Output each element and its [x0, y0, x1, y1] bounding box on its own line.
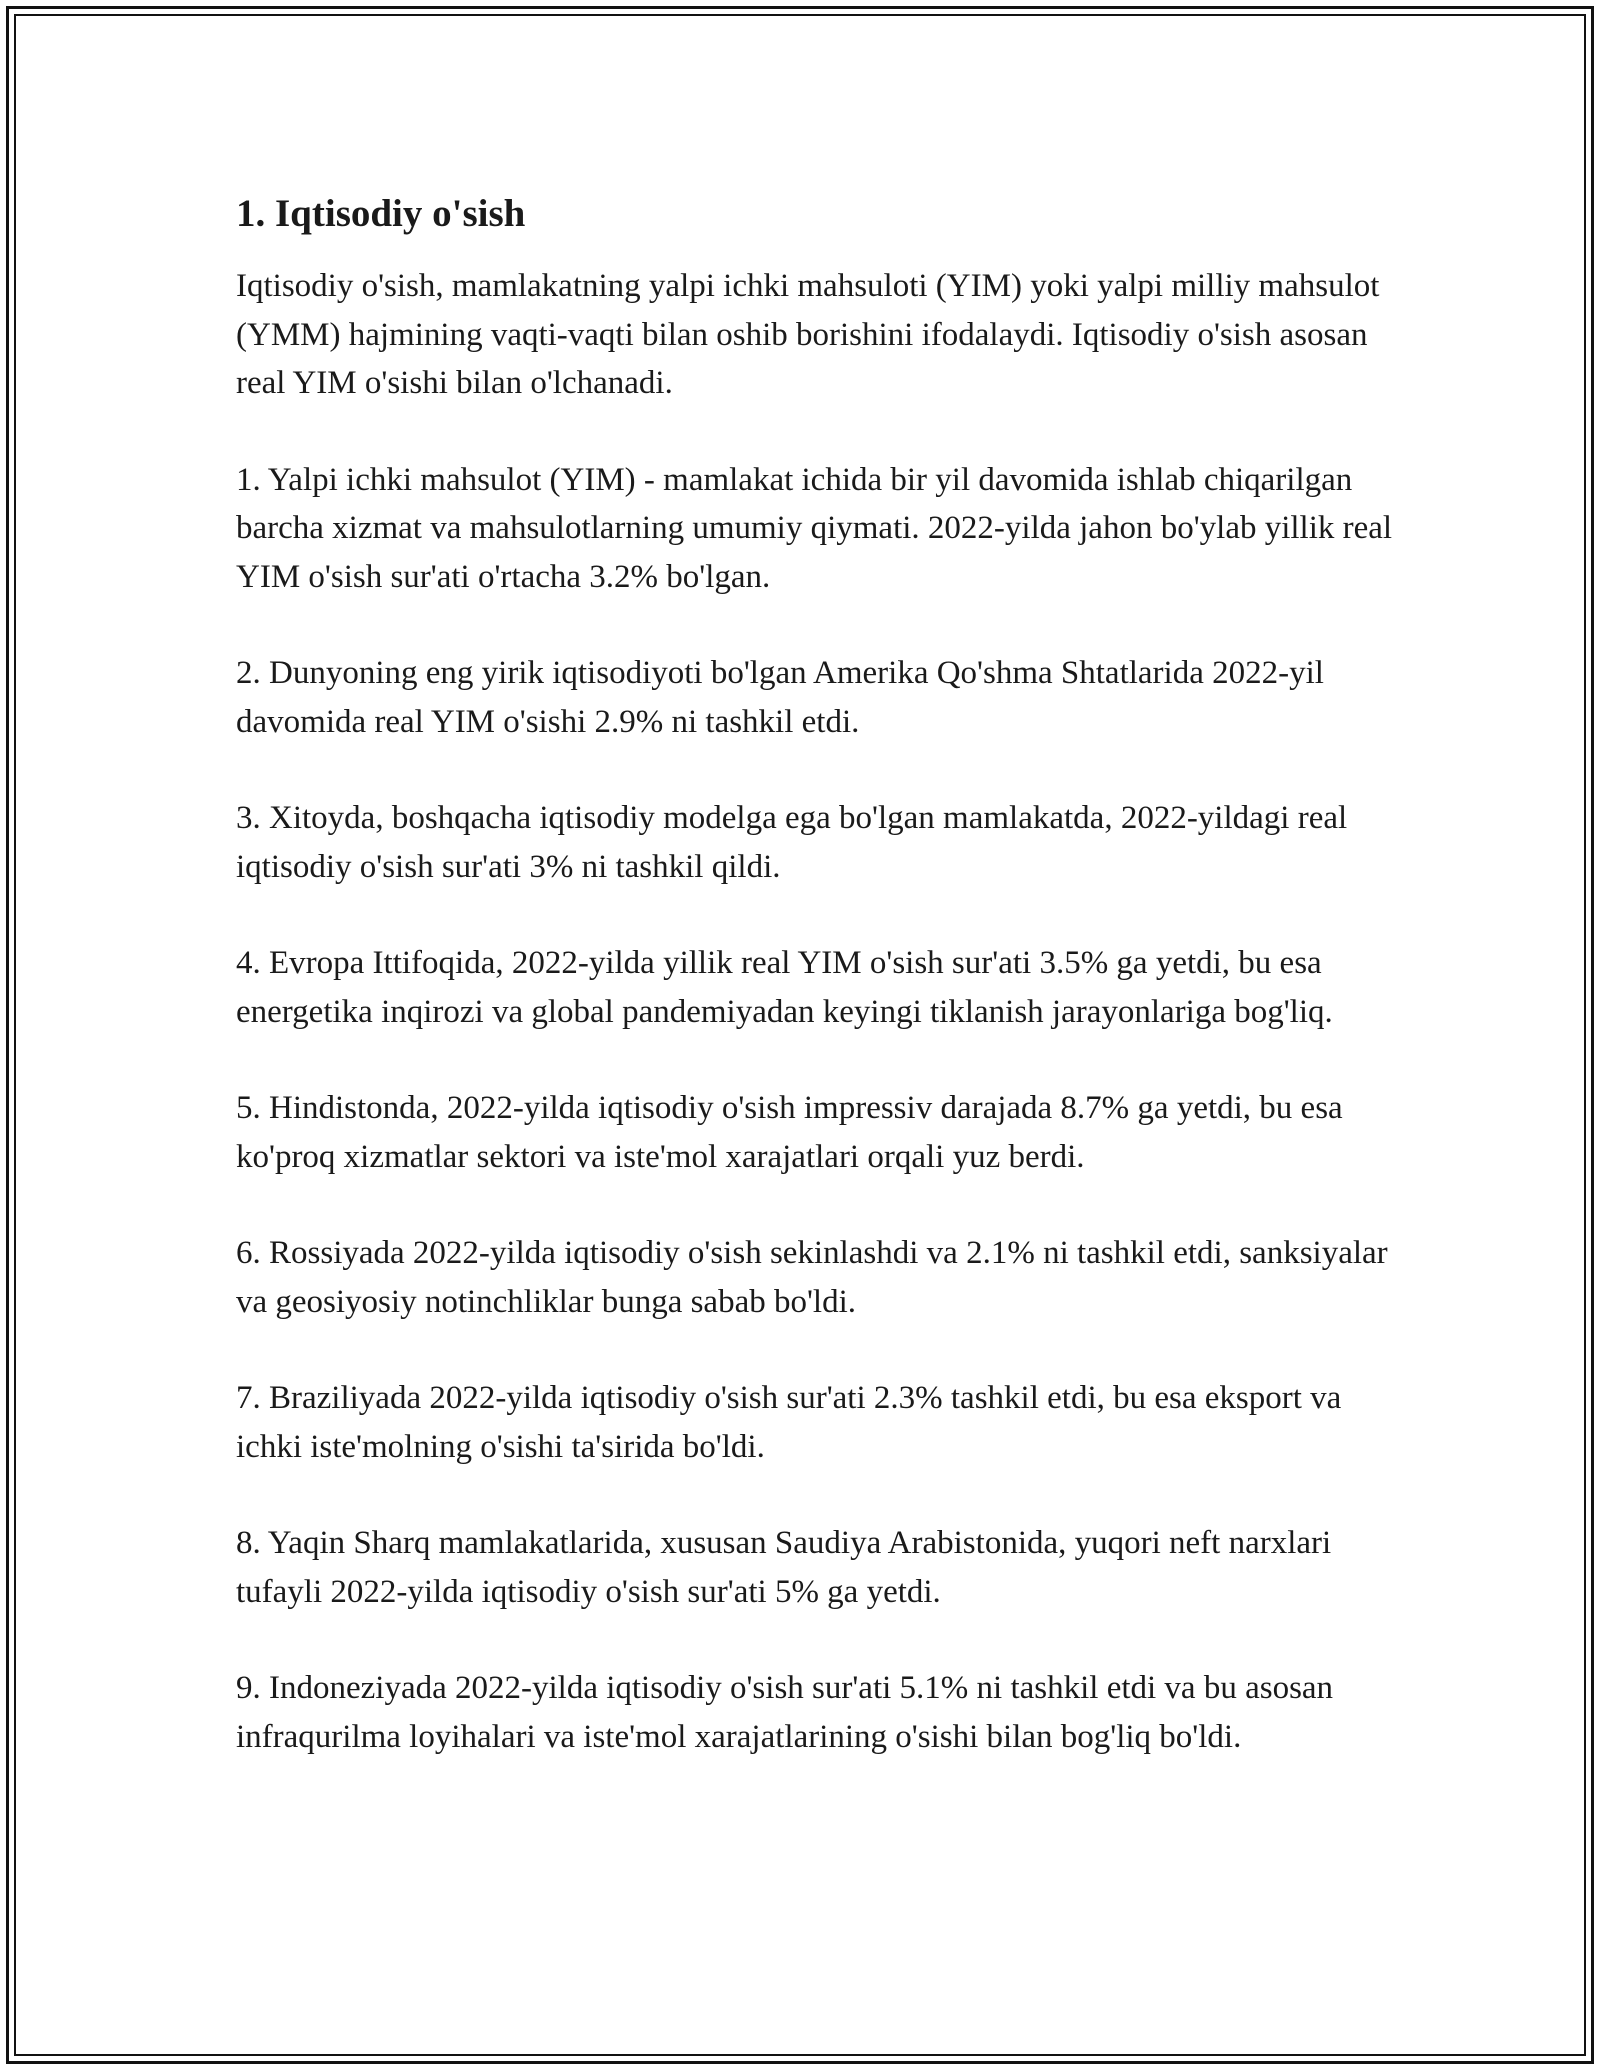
- intro-paragraph: Iqtisodiy o'sish, mamlakatning yalpi ichki mahsuloti (YIM) yoki yalpi milliy mahsulot (YMM) hajmining vaqti-vaqti bilan oshib borishini ifodalaydi. Iqtisodiy o'sish asosan real YIM o'sishi bilan o'lchanadi.: [236, 268, 1380, 401]
- section-heading: 1. Iqtisodiy o'sish: [236, 192, 526, 235]
- list-item: 1. Yalpi ichki mahsulot (YIM) - mamlakat ichida bir yil davomida ishlab chiqarilgan barcha xizmat va mahsulotlarning umumiy qiymati. 2022-yilda jahon bo'ylab yillik real YIM o'sish sur'ati o'rtacha 3.2% bo'lgan.: [236, 461, 1393, 595]
- list-item: 3. Xitoyda, boshqacha iqtisodiy modelga ega bo'lgan mamlakatda, 2022-yildagi real iqtisodiy o'sish sur'ati 3% ni tashkil qildi.: [236, 800, 1348, 885]
- list-item: 8. Yaqin Sharq mamlakatlarida, xususan Saudiya Arabistonida, yuqori neft narxlari tufayli 2022-yilda iqtisodiy o'sish sur'ati 5% ga yetdi.: [236, 1525, 1332, 1610]
- list-item: 5. Hindistonda, 2022-yilda iqtisodiy o'sish impressiv darajada 8.7% ga yetdi, bu esa ko'proq xizmatlar sektori va iste'mol xarajatlari orqali yuz berdi.: [236, 1090, 1343, 1175]
- list-item: 7. Braziliyada 2022-yilda iqtisodiy o'sish sur'ati 2.3% tashkil etdi, bu esa eksport va ichki iste'molning o'sishi ta'sirida bo'ldi.: [236, 1380, 1342, 1465]
- list-item: 9. Indoneziyada 2022-yilda iqtisodiy o'sish sur'ati 5.1% ni tashkil etdi va bu asosan infraqurilma loyihalari va iste'mol xarajatlarining o'sishi bilan bog'liq bo'ldi.: [236, 1670, 1334, 1755]
- document-body: [236, 186, 1396, 1809]
- list-item: 4. Evropa Ittifoqida, 2022-yilda yillik real YIM o'sish sur'ati 3.5% ga yetdi, bu esa energetika inqirozi va global pandemiyadan keyingi tiklanish jarayonlariga bog'liq.: [236, 945, 1333, 1030]
- list-item: 6. Rossiyada 2022-yilda iqtisodiy o'sish sekinlashdi va 2.1% ni tashkil etdi, sanksiyalar va geosiyosiy notinchliklar bunga sabab bo'ldi.: [236, 1235, 1388, 1320]
- list-item: 2. Dunyoning eng yirik iqtisodiyoti bo'lgan Amerika Qo'shma Shtatlarida 2022-yil davomida real YIM o'sishi 2.9% ni tashkil etdi.: [236, 655, 1324, 740]
